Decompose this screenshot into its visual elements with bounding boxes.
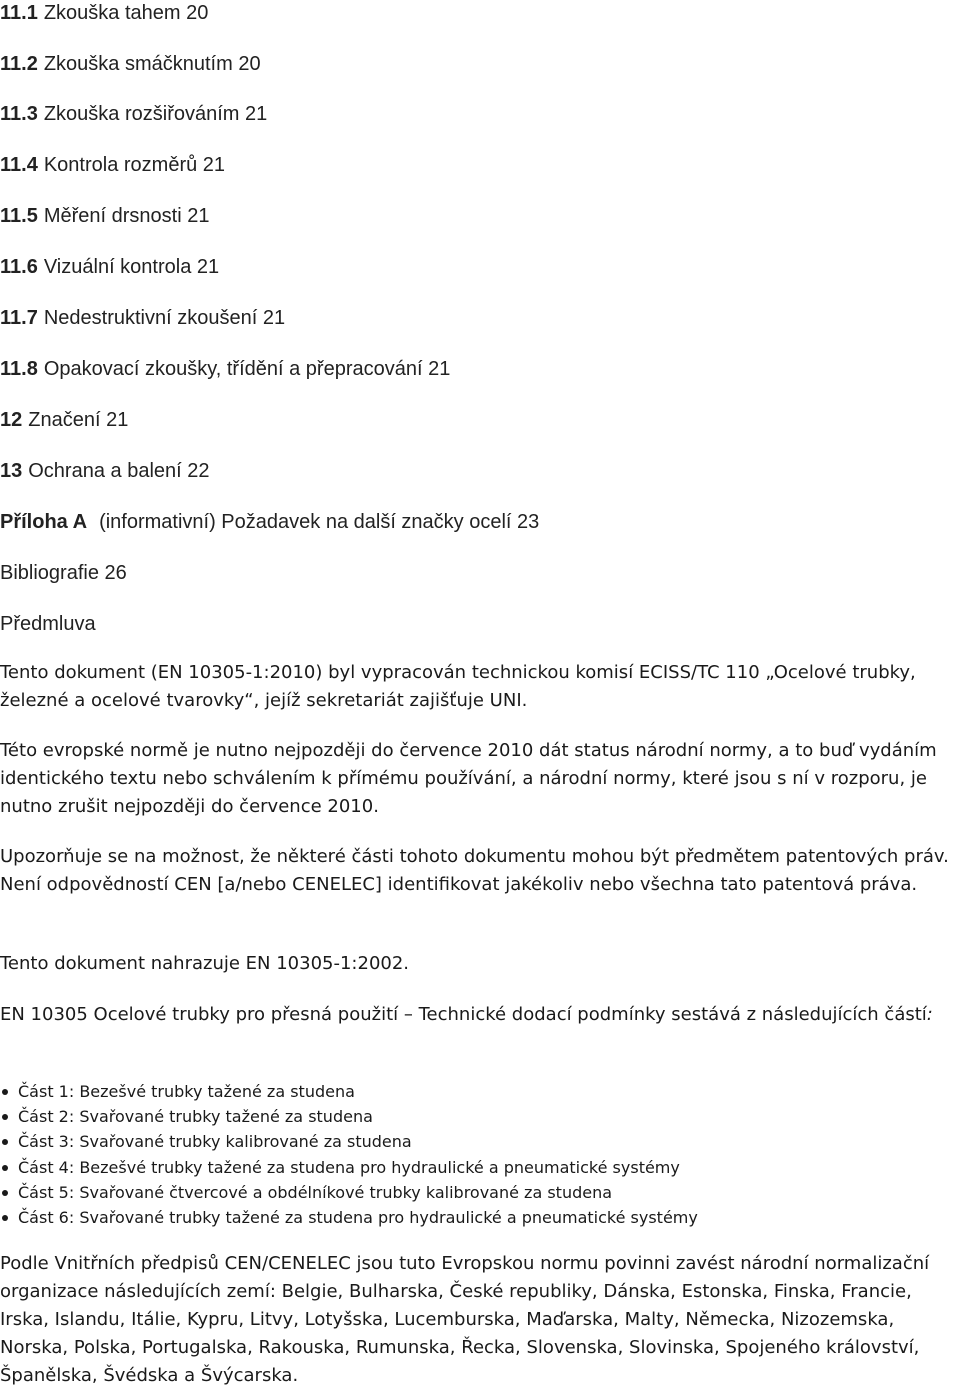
list-item [0,1104,958,1129]
toc-entry-number: 11.3 [0,103,38,125]
toc-entry[interactable] [0,458,210,484]
toc-entry[interactable] [0,356,450,382]
bullet-icon [2,1139,8,1145]
list-item-text: Část 2: Svařované trubky tažené za studena [18,1107,373,1127]
toc-entry-number: 11.4 [0,154,38,176]
toc-entry-title: Ochrana a balení 22 [28,460,210,482]
list-item-text: Část 3: Svařované trubky kalibrované za studena [18,1132,412,1152]
toc-entry[interactable] [0,0,208,26]
bullet-icon [2,1215,8,1221]
toc-entry-number: 11.2 [0,53,38,75]
toc-entry-title: Zkouška smáčknutím 20 [43,53,261,75]
toc-entry-number: 11.6 [0,256,38,278]
toc-entry-title: Bibliografie 26 [0,562,127,584]
standard-parts-intro-colon: : [926,1004,933,1025]
toc-entry-title: Zkouška tahem 20 [43,2,209,24]
list-item-text: Část 6: Svařované trubky tažené za studena pro hydraulické a pneumatické systémy [18,1208,698,1228]
toc-entry-title: Opakovací zkoušky, třídění a přepracování 21 [43,358,451,380]
bullet-icon [2,1190,8,1196]
toc-entry[interactable] [0,254,219,280]
paragraph-standard-parts-intro [0,1001,958,1029]
toc-entry[interactable] [0,407,128,433]
list-item [0,1079,958,1104]
toc-entry-title: Předmluva [0,613,96,635]
toc-entry[interactable] [0,611,96,637]
toc-entry-number: 12 [0,409,23,431]
paragraph-document-origin: Tento dokument (EN 10305-1:2010) byl vypracován technickou komisí ECISS/TC 110 „Ocelové trubky, železné a ocelové tvarovky“, jejíž sekretariát zajišťuje UNI. [0,662,916,711]
toc-entry[interactable] [0,101,267,127]
bullet-icon [2,1165,8,1171]
paragraph-national-status: Této evropské normě je nutno nejpozději do července 2010 dát status národní normy, a to buď vydáním identického textu nebo schválením k přímému používání, a národní normy, které jsou s ní v rozporu, je nutno zrušit nejpozději do července 2010. [0,740,937,817]
list-item-text: Část 5: Svařované čtvercové a obdélníkové trubky kalibrované za studena [18,1182,613,1202]
toc-entry-title: Měření drsnosti 21 [43,205,210,227]
toc-entry-number: 11.5 [0,205,38,227]
standard-parts-list [0,1079,958,1230]
list-item-text: Část 4: Bezešvé trubky tažené za studena pro hydraulické a pneumatické systémy [18,1157,680,1177]
paragraph-patent-notice: Upozorňuje se na možnost, že některé části tohoto dokumentu mohou být předmětem patentových práv. Není odpovědností CEN [a/nebo CENELEC] identifikovat jakékoliv nebo všechna tato patentová práva. [0,846,949,895]
bullet-icon [2,1089,8,1095]
toc-entry-title: Zkouška rozšiřováním 21 [43,103,268,125]
toc-entry-title: Vizuální kontrola 21 [43,256,220,278]
bullet-icon [2,1114,8,1120]
toc-entry[interactable] [0,51,261,77]
toc-entry-title: (informativní) Požadavek na další značky ocelí 23 [99,511,540,533]
toc-entry-title: Kontrola rozměrů 21 [43,154,226,176]
list-item [0,1129,958,1154]
toc-entry[interactable] [0,560,127,586]
toc-entry-number: 11.7 [0,307,38,329]
toc-entry[interactable] [0,305,285,331]
toc-entry-number: 11.8 [0,358,38,380]
standard-parts-intro-text: EN 10305 Ocelové trubky pro přesná použití – Technické dodací podmínky sestává z následujících částí [0,1004,927,1025]
toc-entry[interactable] [0,152,225,178]
paragraph-supersedes: Tento dokument nahrazuje EN 10305-1:2002. [0,953,410,974]
toc-entry-number: 13 [0,460,23,482]
list-item [0,1155,958,1180]
toc-entry-title: Značení 21 [28,409,129,431]
toc-entry-number: 11.1 [0,2,38,24]
toc-entry[interactable] [0,509,539,535]
paragraph-adopting-countries: Podle Vnitřních předpisů CEN/CENELEC jsou tuto Evropskou normu povinni zavést národní normalizační organizace následujících zemí: Belgie, Bulharska, České republiky, Dánska, Estonska, Finska, Francie, Irska, Islandu, Itálie, Kypru, Litvy, Lotyšska, Lucemburska, Maďarska, Malty, Německa, Nizozemska, Norska, Polska, Portugalska, Rakouska, Rumunska, Řecka, Slovenska, Slovinska, Spojeného království, Španělska, Švédska a Švýcarska. [0,1253,930,1386]
list-item [0,1180,958,1205]
toc-entry-title: Nedestruktivní zkoušení 21 [43,307,286,329]
toc-entry-number: Příloha A [0,511,88,533]
list-item [0,1205,958,1230]
toc-entry[interactable] [0,203,209,229]
list-item-text: Část 1: Bezešvé trubky tažené za studena [18,1082,355,1101]
